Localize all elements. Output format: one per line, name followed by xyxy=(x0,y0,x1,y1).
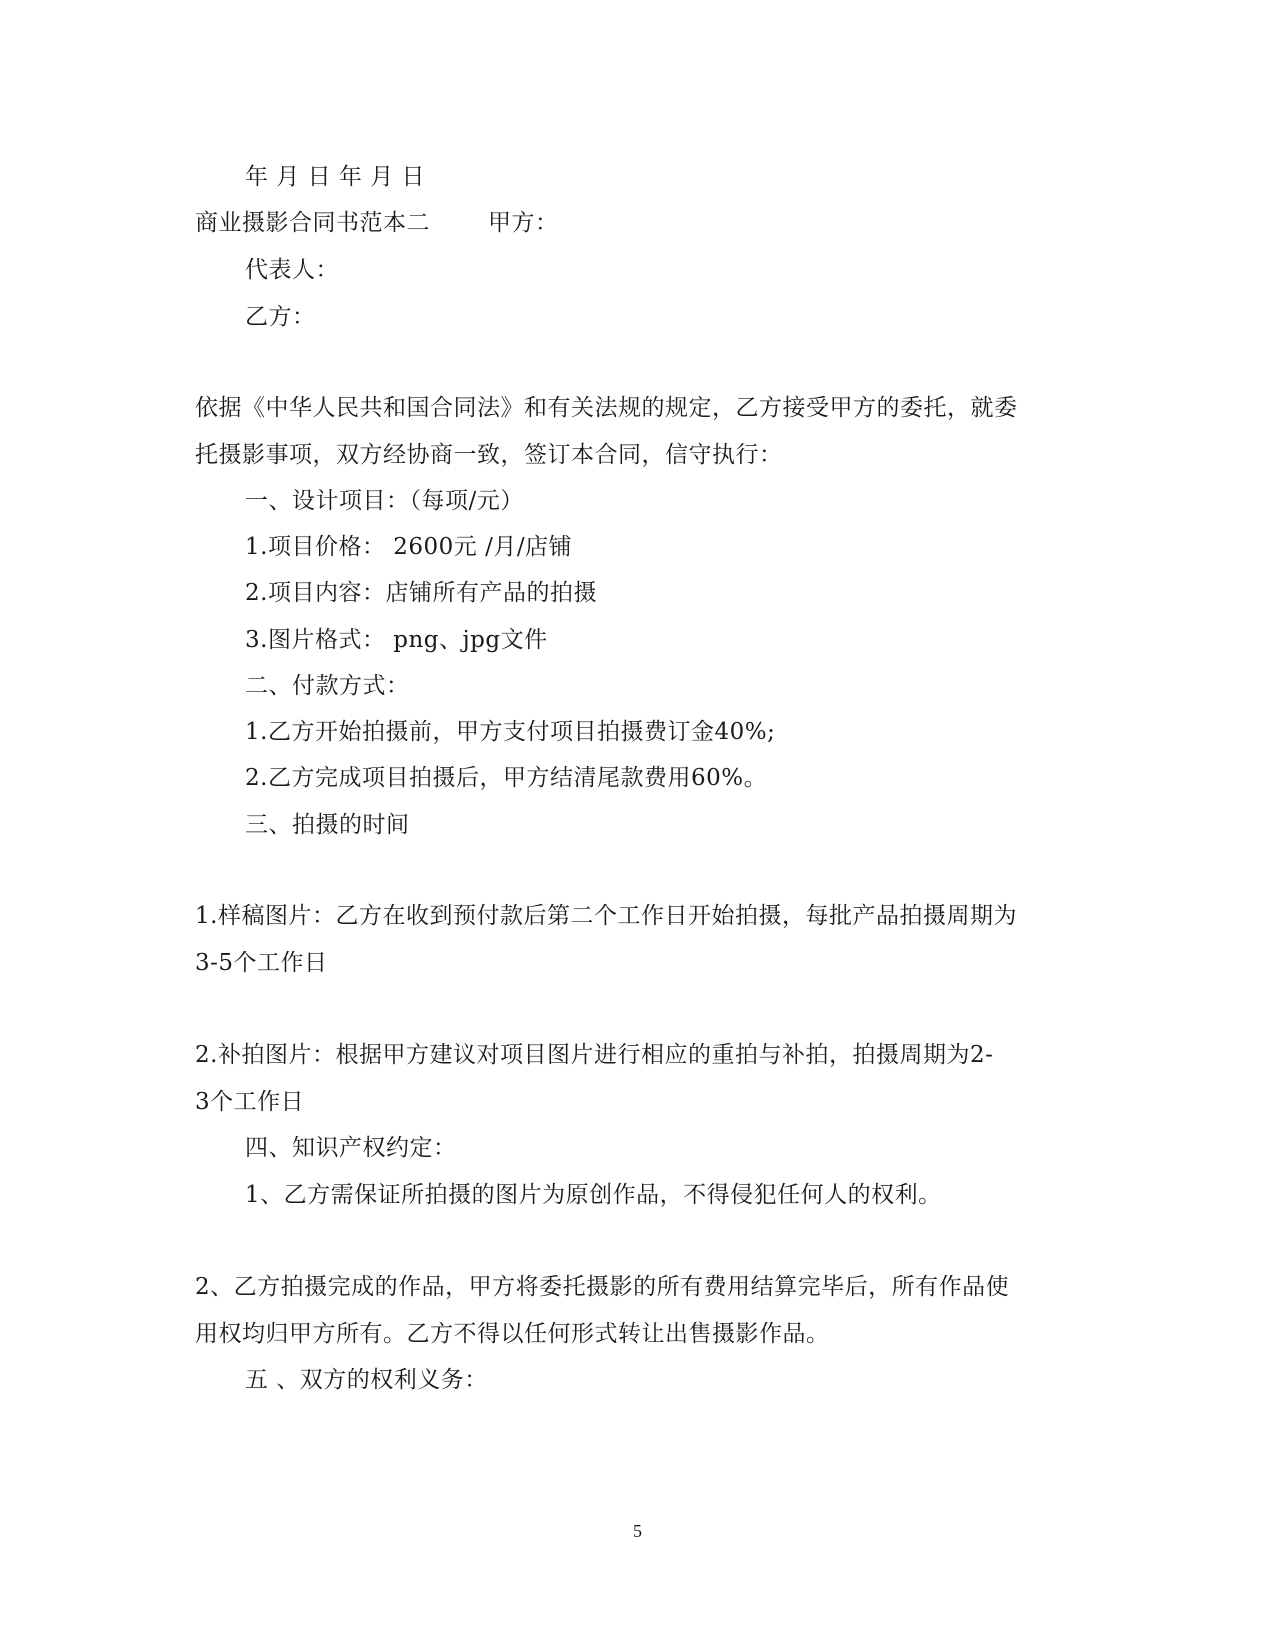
section-4-heading: 四、知识产权约定： xyxy=(245,1135,457,1161)
title-line xyxy=(195,208,559,238)
section-1-heading: 一、设计项目：（每项/元） xyxy=(245,488,524,514)
contract-title: 商业摄影合同书范本二 xyxy=(195,210,430,236)
party-a-label: 甲方： xyxy=(488,210,559,236)
section-3-heading: 三、拍摄的时间 xyxy=(245,812,410,838)
section-1-item-2: 2.项目内容：店铺所有产品的拍摄 xyxy=(245,580,597,606)
section-3-item-2-line-1: 2.补拍图片：根据甲方建议对项目图片进行相应的重拍与补拍，拍摄周期为2- xyxy=(195,1042,994,1068)
section-2-item-2: 2.乙方完成项目拍摄后，甲方结清尾款费用60%。 xyxy=(245,765,768,791)
representative-label: 代表人： xyxy=(245,257,339,283)
section-1-item-3: 3.图片格式： png、jpg文件 xyxy=(245,627,548,653)
section-4-item-2-line-2: 用权均归甲方所有。乙方不得以任何形式转让出售摄影作品。 xyxy=(195,1321,830,1347)
section-4-item-1: 1、乙方需保证所拍摄的图片为原创作品，不得侵犯任何人的权利。 xyxy=(245,1182,942,1208)
section-3-item-1-line-1: 1.样稿图片：乙方在收到预付款后第二个工作日开始拍摄，每批产品拍摄周期为 xyxy=(195,903,1017,929)
section-2-item-1: 1.乙方开始拍摄前，甲方支付项目拍摄费订金40%; xyxy=(245,719,776,745)
page-number: 5 xyxy=(633,1521,642,1541)
section-2-heading: 二、付款方式： xyxy=(245,673,410,699)
section-1-item-1: 1.项目价格： 2600元 /月/店铺 xyxy=(245,534,573,560)
section-4-item-2-line-1: 2、乙方拍摄完成的作品，甲方将委托摄影的所有费用结算完毕后，所有作品使 xyxy=(195,1274,1010,1300)
date-line: 年 月 日 年 月 日 xyxy=(245,164,426,190)
intro-line-1: 依据《中华人民共和国合同法》和有关法规的规定，乙方接受甲方的委托，就委 xyxy=(195,395,1018,421)
intro-line-2: 托摄影事项，双方经协商一致，签订本合同，信守执行： xyxy=(195,442,783,468)
section-3-item-2-line-2: 3个工作日 xyxy=(195,1089,305,1115)
party-b-label: 乙方： xyxy=(245,304,316,330)
section-3-item-1-line-2: 3-5个工作日 xyxy=(195,950,328,976)
section-5-heading: 五 、双方的权利义务： xyxy=(245,1367,488,1393)
